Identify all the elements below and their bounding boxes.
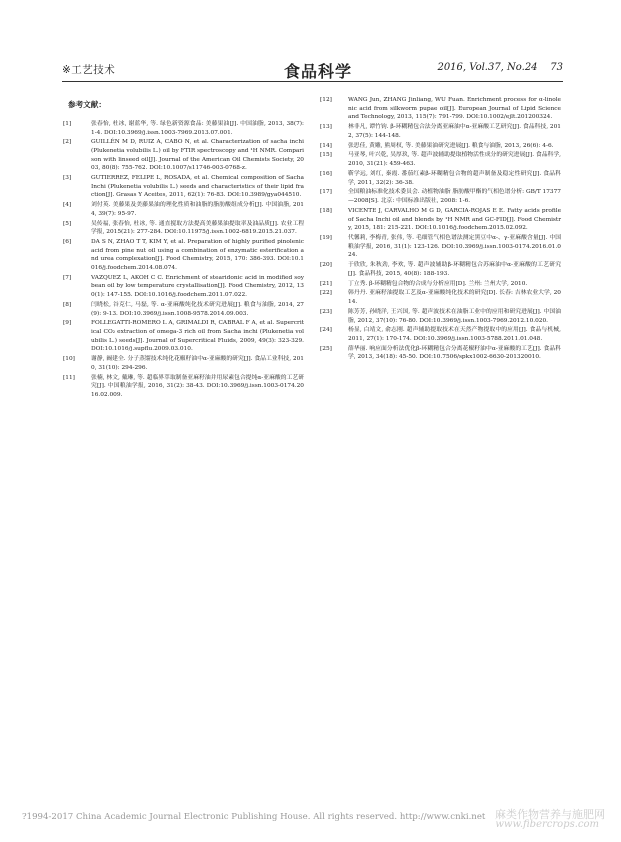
reference-item [63,301,304,318]
reference-text: VICENTE J, CARVALHO M G D, GARCIA-ROJAS E E. Fatty acids profile of Sacha Inchi oil and blends by ¹H NMR and GC-FID[J]. Food Chemistry, 2015, 181: 215-221. DOI:10.1016/j.foodchem.2015.02.092. [348,207,561,232]
reference-number: [14] [320,142,332,149]
reference-number: [12] [320,97,332,103]
reference-item [63,201,304,218]
reference-number: [16] [320,170,332,177]
reference-number: [17] [320,189,332,196]
reference-text: VAZQUEZ L, AKOH C C. Enrichment of stearidonic acid in modified soybean oil by low temperature crystallisation[J]. Food Chemistry, 2012, 130(1): 147-155. DOI:10.1016/j.foodchem.2011.07.022. [91,274,304,299]
reference-number: [18] [320,207,332,214]
reference-text: 丁立秀. β-环糊精包合物的合成与分析应用[D]. 兰州: 兰州大学, 2010. [348,280,528,287]
reference-text: 闫晓松, 谷克仁, 马磊, 等. α-亚麻酸纯化技术研究进展[J]. 粮食与油脂, 2014, 27(9): 9-13. DOI:10.3969/j.issn.1008-9578.2014.09.003. [91,301,304,317]
reference-item [320,123,561,140]
reference-text: 张春怡, 杜冰, 谢蓝华, 等. 绿色新资源食品: 美藤果油[J]. 中国油脂, 2013, 38(7): 1-4. DOI:10.3969/j.issn.1003-7969.2013.07.001. [91,121,304,136]
reference-text: 代馨莉, 李梅青, 张伟, 等. 毛细管气相色谱法测定黑豆中α-、γ-亚麻酸含量[J]. 中国粮油学报, 2016, 31(1): 123-126. DOI:10.3969/j.issn.1003-0174.2016.01.024. [348,234,561,259]
reference-number: [9] [63,320,72,327]
reference-text: FOLLEGATTI-ROMERO L A, GRIMALDI R, CABRAL F A, et al. Supercritical CO₂ extraction of omega-3 rich oil from Sacha inchi (Plukenetia volubilis L.) seeds[J]. Journal of Supercritical Fluids, 2009, 49(3): 323-329. DOI:10.1016/j.supflu.2009.03.010. [91,320,304,353]
reference-item [63,120,304,137]
reference-text: 陈芳芳, 孙晓洋, 王兴国, 等. 超声波技术在油脂工业中的应用和研究进展[J]. 中国油脂, 2012, 37(10): 76-80. DOI:10.3969/j.issn.1003-7969.2012.10.020. [348,308,561,324]
reference-text: 林非凡, 谭竹钧. β-环糊精包合法分离亚麻油中α-亚麻酸工艺研究[J]. 食品科技, 2012, 37(5): 144-148. [348,124,561,139]
reference-number: [3] [63,175,72,182]
reference-text: WANG Jun, ZHANG Jinliang, WU Fuan. Enrichment process for α-linolenic acid from silkworm pupae oil[J]. European Journal of Lipid Science and Technology, 2013, 115(7): 791-799. DOI:10.1002/ejlt.201200324. [348,97,561,121]
reference-text: 马亚琴, 叶兴乾, 吴厚玖, 等. 超声波辅助提取植物活性成分的研究进展[J]. 食品科学, 2010, 31(21): 459-463. [348,152,561,168]
reference-number: [13] [320,124,332,131]
reference-text: 靳学远, 刘红, 秦霞. 番茄红素β-环糊精包合物的超声制备及稳定性研究[J]. 食品科学, 2011, 32(2): 36-38. [348,170,561,186]
reference-number: [24] [320,327,332,334]
references-title: 参考文献： [68,100,106,109]
reference-text: 于欣欣, 朱秋劲, 李欢, 等. 超声波辅助β-环糊精包合苏麻油中α-亚麻酸的工艺研究[J]. 食品科技, 2015, 40(8): 188-193. [348,262,561,277]
reference-text: 谢静, 阚建全. 分子蒸馏技术纯化花椒籽油中α-亚麻酸的研究[J]. 食品工业科技, 2010, 31(10): 294-296. [91,356,304,371]
reference-text: 张思佳, 黄雕, 熊周权, 等. 美藤果油研究进展[J]. 粮食与油脂, 2013, 26(6): 4-6. [348,142,554,149]
reference-number: [19] [320,234,332,241]
reference-item [320,280,561,289]
reference-text: 刘付英. 美藤果及美藤果油的理化性质和油脂的脂肪酸组成分析[J]. 中国油脂, 2014, 39(7): 95-97. [91,202,304,217]
reference-number: [23] [320,308,332,315]
reference-item [320,188,561,205]
reference-item [320,308,561,325]
reference-text: GUTIERREZ, FELIPE L, ROSADA, et al. Chemical composition of Sacha Inchi (Plukenetia volubilis L.) seeds and characteristics of their lipid fraction[J]. Grasas Y Aceites, 2011, 62(1): 76-83. DOI:10.3989/gya044510. [91,175,304,199]
reference-number: [8] [63,301,72,308]
issue-text: 2016, Vol.37, No.24 [437,62,538,73]
reference-item [63,274,304,300]
reference-text: 杨显, 白靖文, 俞志刚. 超声辅助提取技术在天然产物提取中的应用[J]. 食品与机械, 2011, 27(1): 170-174. DOI:10.3969/j.issn.1003-5788.2011.01.048. [348,327,561,342]
reference-text: DA S N, ZHAO T T, KIM Y, et al. Preparation of highly purified pinolenic acid from pine nut oil using a combination of enzymatic esterification and urea complexation[J]. Food Chemistry, 2015, 170: 386-393. DOI:10.1016/j.foodchem.2014.08.074. [91,239,304,271]
reference-number: [10] [63,356,75,363]
reference-item [320,151,561,168]
reference-item [320,96,561,122]
reference-item [63,174,304,200]
reference-number: [25] [320,345,332,352]
page-footer [22,808,611,830]
reference-number: [7] [63,274,72,281]
reference-item [320,170,561,187]
reference-number: [2] [63,139,72,146]
watermark-url: www.fibercrops.com [495,819,599,830]
reference-number: [11] [63,374,75,381]
right-reference-column [320,96,561,363]
reference-item [320,142,561,151]
page-header [62,62,563,80]
reference-text: 薛华丽. 响应面分析法优化β-环糊精包合分离花椒籽油中α-亚麻酸的工艺[J]. 食品科学, 2013, 34(18): 45-50. DOI:10.7506/spkx1002-6630-201320010. [348,345,561,361]
reference-number: [4] [63,202,72,209]
reference-item [320,234,561,260]
reference-item [63,138,304,172]
left-reference-column [63,120,304,401]
reference-item [63,220,304,237]
reference-item [320,345,561,362]
reference-item [63,238,304,272]
section-label: ※工艺技术 [62,64,116,76]
reference-number: [15] [320,152,332,159]
page-number: 73 [550,62,563,73]
reference-text: 张楠, 林文, 戴琳, 等. 超临界萃取制备亚麻籽油并用尿素包合提纯α-亚麻酸的工艺研究[J]. 中国粮油学报, 2016, 31(2): 38-43. DOI:10.3969/j.issn.1003-0174.2016.02.009. [91,374,304,398]
reference-text: GUILLÉN M D, RUIZ A, CABO N, et al. Characterization of sacha inchi (Plukenetia volubilis L.) oil by FTIR spectroscopy and ¹H NMR. Comparison with linseed oil[J]. Journal of the American Oil Chemists Society, 2003, 80(8): 755-762. DOI:10.1007/s11746-003-0768-z. [91,139,304,172]
reference-number: [21] [320,280,332,287]
reference-item [63,355,304,372]
reference-number: [20] [320,262,332,269]
reference-number: [6] [63,239,72,246]
reference-text: 韩丹丹. 亚麻籽油提取工艺及α-亚麻酸纯化技术的研究[D]. 长春: 吉林农业大学, 2014. [348,290,561,306]
reference-item [63,374,304,400]
reference-item [320,289,561,306]
reference-number: [1] [63,121,72,127]
reference-text: 吴传福, 张春怡, 杜冰, 等. 通直搅取方法提高美藤果油提取率及油品质[J]. 农业工程学报, 2015(21): 277-284. DOI:10.11975/j.issn.1002-6819.2015.21.037. [91,220,304,236]
header-rule [62,81,563,82]
reference-item [63,319,304,353]
watermark-text: 麻类作物营养与施肥网 [495,808,605,821]
reference-item [320,261,561,278]
reference-number: [5] [63,220,72,227]
journal-logo: 食品科学 [284,62,353,81]
reference-number: [22] [320,290,332,297]
issue-info [437,62,563,73]
reference-item [320,207,561,233]
copyright-text: ?1994-2017 China Academic Journal Electronic Publishing House. All rights reserved. http://www.cnki.net [22,812,486,822]
reference-text: 全国粮油标准化技术委员会. 动植物油脂 脂肪酸甲酯的气相色谱分析: GB/T 17377—2008[S]. 北京: 中国标准出版社, 2008: 1-6. [348,189,561,205]
reference-item [320,326,561,343]
